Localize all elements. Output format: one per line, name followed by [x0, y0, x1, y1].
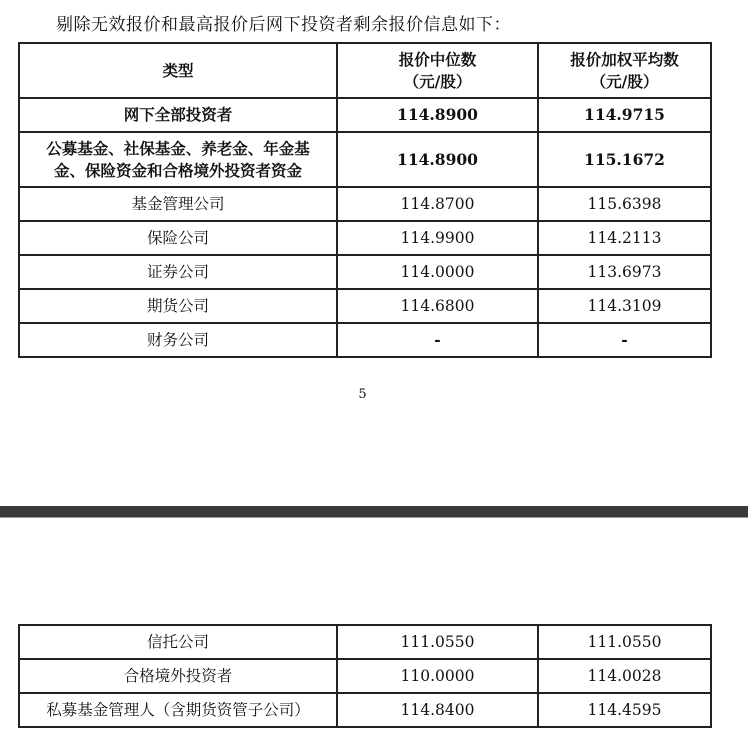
row-median: 110.0000 [337, 659, 538, 693]
row-weighted: 114.3109 [538, 289, 711, 323]
row-median: 114.8400 [337, 693, 538, 727]
row-weighted: 115.1672 [538, 132, 711, 187]
row-median: 114.8700 [337, 187, 538, 221]
page-number: 5 [358, 387, 367, 402]
row-weighted: 114.9715 [538, 98, 711, 132]
row-median: 114.0000 [337, 255, 538, 289]
row-type [19, 132, 337, 187]
row-weighted: 113.6973 [538, 255, 711, 289]
table-row [19, 659, 711, 693]
quote-table-continued [18, 624, 712, 728]
row-median: 111.0550 [337, 625, 538, 659]
row-type: 财务公司 [19, 323, 337, 357]
table-row [19, 289, 711, 323]
row-weighted: - [538, 323, 711, 357]
row-type: 保险公司 [19, 221, 337, 255]
table-row [19, 255, 711, 289]
page-separator [0, 506, 748, 517]
table-row [19, 693, 711, 727]
row-type: 网下全部投资者 [19, 98, 337, 132]
row-type: 基金管理公司 [19, 187, 337, 221]
row-type: 期货公司 [19, 289, 337, 323]
row-type: 信托公司 [19, 625, 337, 659]
header-median-title: 报价中位数 [398, 49, 477, 69]
header-weighted-unit: （元/股） [590, 71, 659, 91]
table-row [19, 187, 711, 221]
row-type-line2: 金、保险资金和合格境外投资者资金 [53, 160, 302, 180]
row-median: 114.8900 [337, 98, 538, 132]
header-median-unit: （元/股） [403, 71, 472, 91]
row-type: 合格境外投资者 [19, 659, 337, 693]
table-header-row [19, 43, 711, 98]
table-row [19, 98, 711, 132]
quote-table [18, 42, 712, 358]
row-type: 证券公司 [19, 255, 337, 289]
header-weighted-title: 报价加权平均数 [570, 49, 679, 69]
row-median: 114.8900 [337, 132, 538, 187]
table-row [19, 221, 711, 255]
row-weighted: 114.2113 [538, 221, 711, 255]
table-row [19, 132, 711, 187]
page-separator-line [0, 517, 748, 518]
row-weighted: 114.0028 [538, 659, 711, 693]
intro-text: 剔除无效报价和最高报价后网下投资者剩余报价信息如下： [56, 15, 511, 35]
header-weighted [538, 43, 711, 98]
table-row [19, 625, 711, 659]
header-type: 类型 [19, 43, 337, 98]
row-median: 114.6800 [337, 289, 538, 323]
row-weighted: 115.6398 [538, 187, 711, 221]
table-row [19, 323, 711, 357]
row-weighted: 111.0550 [538, 625, 711, 659]
row-type: 私募基金管理人（含期货资管子公司） [19, 693, 337, 727]
row-weighted: 114.4595 [538, 693, 711, 727]
row-median: - [337, 323, 538, 357]
row-type-line1: 公募基金、社保基金、养老金、年金基 [46, 138, 310, 158]
header-median [337, 43, 538, 98]
row-median: 114.9900 [337, 221, 538, 255]
